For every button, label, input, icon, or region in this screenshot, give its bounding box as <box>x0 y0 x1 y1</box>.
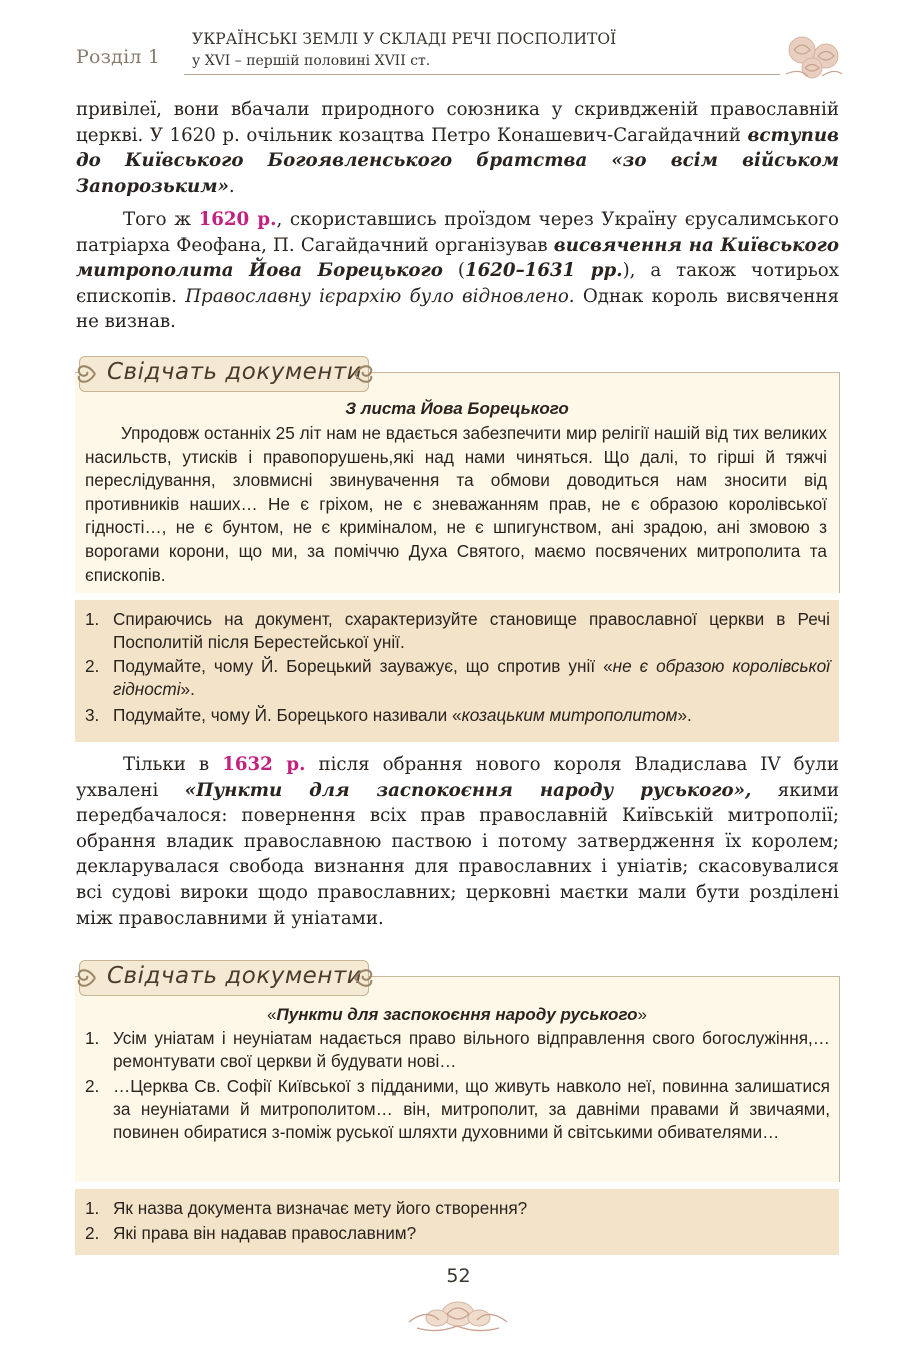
flourish-icon <box>73 360 99 388</box>
emphasis-text: висвячення на Київського митрополита Йова Борецького <box>76 234 839 282</box>
text-span: Того ж <box>123 209 199 230</box>
page-number: 52 <box>446 1265 471 1287</box>
text-span: після обрання нового короля Владислава IV були ухвалені <box>76 754 839 801</box>
emphasis-text: «Пункти для заспокоєння народу руського», <box>184 779 752 801</box>
text-span: Однак король висвячення не визнав. <box>76 285 839 333</box>
point-text: …Церква Св. Софії Київської з підданими, що живуть навколо неї, повинна залишатися за неуніатами й митрополитом… він, митрополит, за давніми правами й звичаями, повинен обиратися з-поміж руської шляхти духовними й світськими обивателями… <box>113 1076 830 1142</box>
rose-ornament-icon <box>782 28 846 84</box>
chapter-title: УКРАЇНСЬКІ ЗЕМЛІ У СКЛАДІ РЕЧІ ПОСПОЛИТОЇ <box>192 30 617 48</box>
italic-text: козацьким митрополитом <box>461 705 678 725</box>
italic-text: Православну ієрархію було відновлено. <box>185 285 575 307</box>
documents-badge <box>79 356 369 392</box>
document-excerpt-panel <box>75 976 840 1182</box>
question-text <box>113 655 830 701</box>
flourish-icon <box>351 360 377 388</box>
quote-mark: » <box>637 1005 647 1024</box>
text-span: , скориставшись проїздом через Україну єрусалимського патріарха Феофана, П. Сагайдачний організував <box>76 209 839 256</box>
question-number: 2. <box>85 656 100 676</box>
document-heading: З листа Йова Борецького <box>345 399 569 418</box>
badge-title: Свідчать документи <box>107 963 363 989</box>
header-divider <box>184 74 780 75</box>
emphasis-text: вступив до Київського Богоявленського братства «зо всім військом Запорозьким» <box>76 124 839 197</box>
footer-ornament-icon <box>403 1288 513 1338</box>
text-span: ». <box>677 705 692 725</box>
question-text: Які права він надавав православним? <box>113 1223 417 1243</box>
text-span: Тільки в <box>123 754 223 775</box>
text-span: . <box>228 175 235 197</box>
point-text: Усім уніатам і неуніатам надається право вільного відправлення свого богослужіння,… ремонтувати свої церкви й будувати нові… <box>113 1028 830 1071</box>
question-text: Як назва документа визначає мету його створення? <box>113 1198 528 1218</box>
document-heading <box>75 1005 839 1025</box>
year-highlight: 1620 р. <box>198 209 277 230</box>
chapter-subtitle: у XVI – першій половині XVII ст. <box>192 53 431 69</box>
document-excerpt-panel <box>75 372 840 593</box>
document-title: Пункти для заспокоєння народу руського <box>276 1005 638 1024</box>
document-excerpt: Упродовж останніх 25 літ нам не вдається забезпечити мир релігії нашій від тих великих насильств, утисків і правопорушень,які над нами чиняться. Що далі, то гірші й тяжчі переслідування, зловмисні звинувачення та обмови доводиться нам зносити від противників наших… Не є гріхом, не є зневажанням прав, не є образою королівської гідності…, не є бунтом, не є криміналом, не є шпигунством, ані зрадою, ані змовою з ворогами корони, що ми, за поміччю Духа Святого, маємо посвячених митрополита та єпископів. <box>85 423 827 585</box>
flourish-icon <box>351 964 377 992</box>
question-text <box>113 704 830 727</box>
paragraph-3 <box>76 752 839 931</box>
quote-mark: « <box>267 1005 277 1024</box>
flourish-icon <box>73 964 99 992</box>
year-highlight: 1632 р. <box>222 754 306 775</box>
text-span: ». <box>180 679 195 699</box>
italic-text: не є образою королівської гідності <box>113 656 830 699</box>
text-span: привілеї, вони вбачали природного союзника у скривдженій православній церкві. У 1620 р. очільник козацтва Петро Конашевич-Сагайдачний <box>76 99 839 146</box>
paragraph-2 <box>76 207 839 335</box>
questions-panel <box>75 600 839 742</box>
question-number: 1. <box>85 1198 100 1218</box>
emphasis-text: 1620–1631 рр. <box>464 260 623 282</box>
point-number: 2. <box>85 1076 100 1096</box>
question-number: 2. <box>85 1223 100 1243</box>
text-span: ), а також чотирьох єпископів. <box>76 260 839 307</box>
text-span: Подумайте, чому Й. Борецький зауважує, що спротив унії « <box>113 656 613 676</box>
point-number: 1. <box>85 1028 100 1048</box>
question-number: 1. <box>85 609 100 629</box>
text-span: Подумайте, чому Й. Борецького називали « <box>113 705 462 725</box>
question-number: 3. <box>85 705 100 725</box>
text-span: ( <box>442 260 465 282</box>
paragraph-1 <box>76 97 839 199</box>
badge-title: Свідчать документи <box>107 359 363 385</box>
questions-panel <box>75 1189 839 1255</box>
question-text <box>113 608 830 654</box>
text-span: якими передбачалося: повернення всіх прав православній Київській митрополії; обрання владик православною паствою і потому затвердження їх королем; декларувалася свобода визнання для православних і уніатів; скасовувалися всі судові вироки щодо православних; церковні маєтки мали бути розділені між православними й уніатами. <box>76 779 840 929</box>
text-span: Спираючись на документ, схарактеризуйте становище православної церкви в Речі Посполитій після Берестейської унії. <box>113 609 830 652</box>
documents-badge <box>79 960 369 996</box>
section-label: Розділ 1 <box>76 46 161 68</box>
